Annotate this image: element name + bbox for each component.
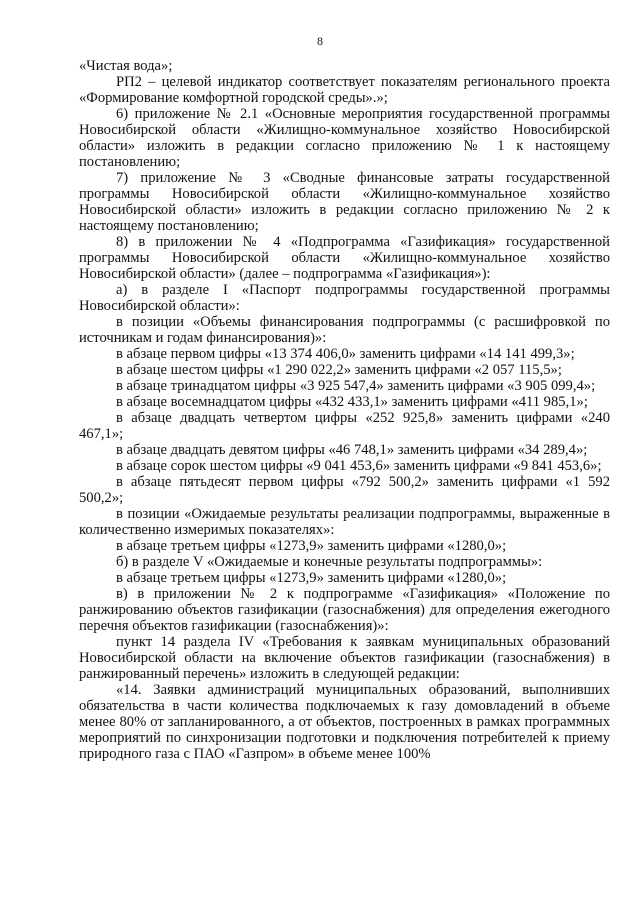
paragraph: 6) приложение № 2.1 «Основные мероприятия государственной программы Новосибирской области «Жилищно-коммунальное хозяйство Новосибирской области» изложить в редакции согласно приложению № 1 к настоящему постановлению; (79, 106, 610, 170)
paragraph: 8) в приложении № 4 «Подпрограмма «Газификация» государственной программы Новосибирской области «Жилищно-коммунальное хозяйство Новосибирской области» (далее – подпрограмма «Газификация»): (79, 234, 610, 282)
paragraph: «14. Заявки администраций муниципальных образований, выполнивших обязательства в части количества подключаемых к газу домовладений в объеме менее 80% от запланированного, а от объектов, построенных в рамках программных мероприятий по синхронизации подготовки и подключения потребителей к приему природного газа с ПАО «Газпром» в объеме менее 100% (79, 682, 610, 762)
paragraph: в абзаце сорок шестом цифры «9 041 453,6» заменить цифрами «9 841 453,6»; (116, 458, 602, 474)
paragraph: в абзаце восемнадцатом цифры «432 433,1» заменить цифрами «411 985,1»; (116, 394, 588, 410)
paragraph: в позиции «Ожидаемые результаты реализации подпрограммы, выраженные в количественно измеримых показателях»: (79, 506, 610, 538)
paragraph: «Чистая вода»; (79, 58, 173, 74)
paragraph: в абзаце первом цифры «13 374 406,0» заменить цифрами «14 141 499,3»; (116, 346, 575, 362)
paragraph: в абзаце третьем цифры «1273,9» заменить цифрами «1280,0»; (116, 538, 507, 554)
page-number: 8 (317, 34, 323, 48)
paragraph: в абзаце двадцать четвертом цифры «252 925,8» заменить цифрами «240 467,1»; (79, 410, 610, 442)
paragraph: в абзаце шестом цифры «1 290 022,2» заменить цифрами «2 057 115,5»; (116, 362, 562, 378)
paragraph: а) в разделе I «Паспорт подпрограммы государственной программы Новосибирской области»: (79, 282, 610, 314)
document-body (79, 58, 610, 762)
paragraph: 7) приложение № 3 «Сводные финансовые затраты государственной программы Новосибирской области «Жилищно-коммунальное хозяйство Новосибирской области» изложить в редакции согласно приложению № 2 к настоящему постановлению; (79, 170, 610, 234)
paragraph: б) в разделе V «Ожидаемые и конечные результаты подпрограммы»: (116, 554, 543, 570)
paragraph: в абзаце тринадцатом цифры «3 925 547,4» заменить цифрами «3 905 099,4»; (116, 378, 596, 394)
paragraph: РП2 – целевой индикатор соответствует показателям регионального проекта «Формирование комфортной городской среды».»; (79, 74, 610, 106)
paragraph: пункт 14 раздела IV «Требования к заявкам муниципальных образований Новосибирской области на включение объектов газификации (газоснабжения) в ранжированный перечень» изложить в следующей редакции: (79, 634, 610, 682)
paragraph: в абзаце двадцать девятом цифры «46 748,1» заменить цифрами «34 289,4»; (116, 442, 588, 458)
paragraph: в абзаце третьем цифры «1273,9» заменить цифрами «1280,0»; (116, 570, 507, 586)
paragraph: в позиции «Объемы финансирования подпрограммы (с расшифровкой по источникам и годам финансирования)»: (79, 314, 610, 346)
paragraph: в абзаце пятьдесят первом цифры «792 500,2» заменить цифрами «1 592 500,2»; (79, 474, 610, 506)
paragraph: в) в приложении № 2 к подпрограмме «Газификация» «Положение по ранжированию объектов газификации (газоснабжения) для определения ежегодного перечня объектов газификации (газоснабжения)»: (79, 586, 610, 634)
